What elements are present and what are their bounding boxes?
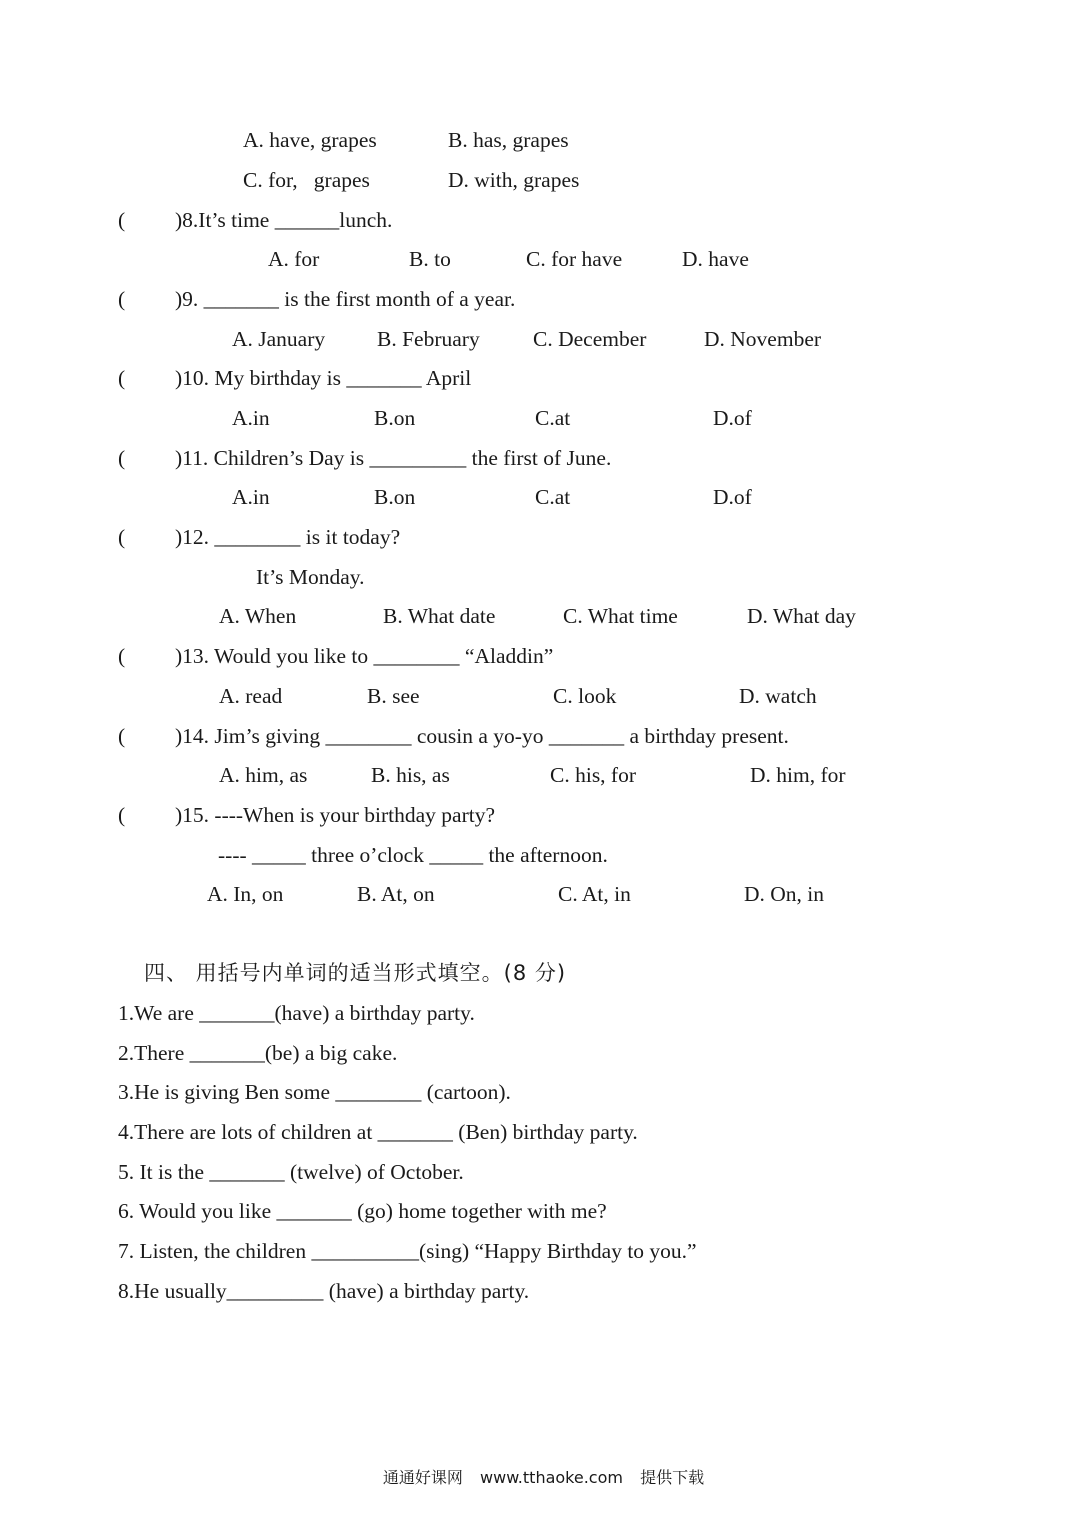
option-d: D.of: [713, 485, 752, 509]
question-stem: )11. Children’s Day is _________ the first of June.: [175, 446, 612, 470]
q7-option-b: B. has, grapes: [448, 128, 569, 152]
option-b: B. see: [367, 684, 420, 708]
option-b: B. his, as: [371, 763, 450, 787]
fill-blank-item: 7. Listen, the children __________(sing) “Happy Birthday to you.”: [118, 1239, 697, 1263]
option-a: A. When: [219, 604, 297, 628]
answer-paren: (: [118, 287, 126, 311]
answer-paren: (: [118, 366, 126, 390]
option-c: C. December: [533, 327, 647, 351]
fill-blank-item: 2.There _______(be) a big cake.: [118, 1041, 398, 1065]
option-d: D. have: [682, 247, 749, 271]
question-stem: )9. _______ is the first month of a year.: [175, 287, 516, 311]
option-d: D. him, for: [750, 763, 846, 787]
option-c: C. At, in: [558, 882, 631, 906]
option-a: A. read: [219, 684, 283, 708]
question-stem: )8.It’s time ______lunch.: [175, 208, 393, 232]
question-stem: )10. My birthday is _______ April: [175, 366, 472, 390]
question-stem: )14. Jim’s giving ________ cousin a yo-yo _______ a birthday present.: [175, 724, 789, 748]
option-c: C. What time: [563, 604, 678, 628]
option-c: C.at: [535, 485, 571, 509]
option-d: D. November: [704, 327, 822, 351]
question-prompt-line: It’s Monday.: [256, 565, 365, 589]
option-a: A.in: [232, 406, 270, 430]
q7-option-d: D. with, grapes: [448, 168, 580, 192]
fill-blank-item: 8.He usually_________ (have) a birthday party.: [118, 1279, 530, 1303]
option-b: B. What date: [383, 604, 496, 628]
option-d: D.of: [713, 406, 752, 430]
fill-blank-item: 3.He is giving Ben some ________ (cartoon).: [118, 1080, 511, 1104]
option-d: D. watch: [739, 684, 817, 708]
option-b: B. February: [377, 327, 480, 351]
option-b: B.on: [374, 406, 416, 430]
question-stem: )12. ________ is it today?: [175, 525, 401, 549]
option-d: D. On, in: [744, 882, 825, 906]
fill-blank-item: 4.There are lots of children at _______ (Ben) birthday party.: [118, 1120, 638, 1144]
question-stem: )15. ----When is your birthday party?: [175, 803, 496, 827]
fill-blank-item: 1.We are _______(have) a birthday party.: [118, 1001, 475, 1025]
fill-blank-item: 5. It is the _______ (twelve) of October.: [118, 1160, 464, 1184]
answer-paren: (: [118, 724, 126, 748]
option-b: B. At, on: [357, 882, 435, 906]
answer-paren: (: [118, 446, 126, 470]
q7-option-c: C. for, grapes: [243, 168, 370, 192]
page-footer: [0, 1467, 1087, 1489]
option-b: B. to: [409, 247, 451, 271]
option-d: D. What day: [747, 604, 856, 628]
q7-option-a: A. have, grapes: [243, 128, 377, 152]
option-a: A. In, on: [207, 882, 284, 906]
option-a: A. for: [268, 247, 320, 271]
footer-site-name: 通通好课网: [382, 1468, 463, 1487]
footer-url[interactable]: www.tthaoke.com: [480, 1468, 623, 1487]
question-stem: )13. Would you like to ________ “Aladdin”: [175, 644, 554, 668]
option-c: C. for have: [526, 247, 623, 271]
answer-paren: (: [118, 525, 126, 549]
option-c: C.at: [535, 406, 571, 430]
footer-note: 提供下载: [640, 1468, 705, 1487]
option-c: C. look: [553, 684, 617, 708]
answer-paren: (: [118, 803, 126, 827]
section-heading: 四、 用括号内单词的适当形式填空。(8 分): [144, 961, 567, 985]
option-b: B.on: [374, 485, 416, 509]
option-a: A. him, as: [219, 763, 308, 787]
answer-paren: (: [118, 644, 126, 668]
option-a: A.in: [232, 485, 270, 509]
option-c: C. his, for: [550, 763, 636, 787]
question-prompt-line: ---- _____ three o’clock _____ the afternoon.: [218, 843, 608, 867]
fill-blank-item: 6. Would you like _______ (go) home together with me?: [118, 1199, 607, 1223]
answer-paren: (: [118, 208, 126, 232]
option-a: A. January: [232, 327, 326, 351]
